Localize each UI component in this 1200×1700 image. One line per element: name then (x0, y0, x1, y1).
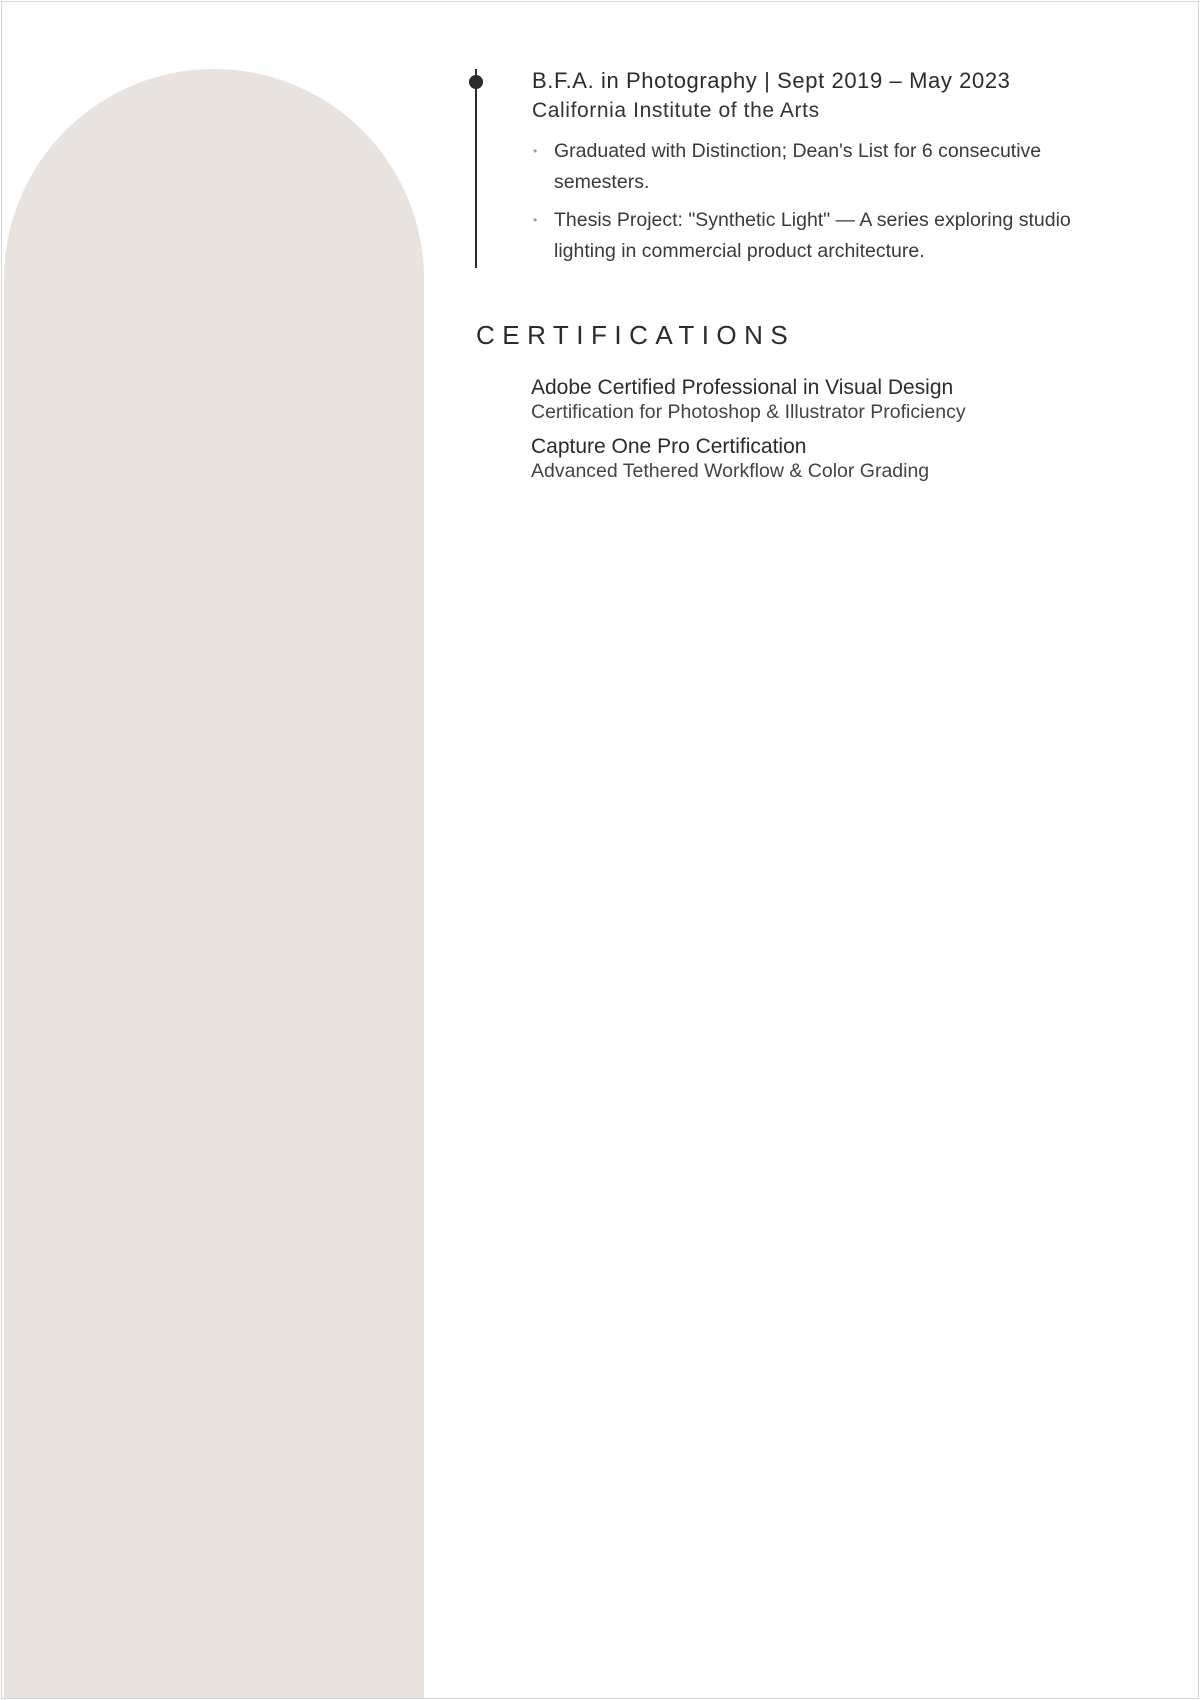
bullet-icon: • (533, 213, 538, 227)
decorative-arch-panel (4, 69, 424, 1699)
certification-subtitle: Certification for Photoshop & Illustrator Proficiency (531, 401, 966, 423)
highlight-text: Thesis Project: "Synthetic Light" — A series exploring studio lighting in commercial product architecture. (554, 209, 1071, 262)
education-highlights-list (532, 136, 1092, 274)
timeline-dot (469, 75, 483, 89)
highlight-text: Graduated with Distinction; Dean's List for 6 consecutive semesters. (554, 140, 1042, 193)
certification-item (531, 375, 966, 423)
bullet-icon: • (533, 144, 538, 158)
education-school: California Institute of the Arts (532, 99, 820, 122)
certifications-heading: CERTIFICATIONS (476, 320, 796, 350)
education-degree: B.F.A. in Photography | Sept 2019 – May 2023 (532, 68, 1011, 93)
resume-page (1, 1, 1199, 1699)
timeline-line (475, 69, 477, 268)
certification-subtitle: Advanced Tethered Workflow & Color Grading (531, 460, 930, 482)
certification-title: Adobe Certified Professional in Visual Design (531, 376, 954, 399)
list-item (532, 136, 1092, 198)
certification-title: Capture One Pro Certification (531, 435, 807, 458)
list-item (532, 205, 1092, 267)
certification-item (531, 434, 929, 482)
